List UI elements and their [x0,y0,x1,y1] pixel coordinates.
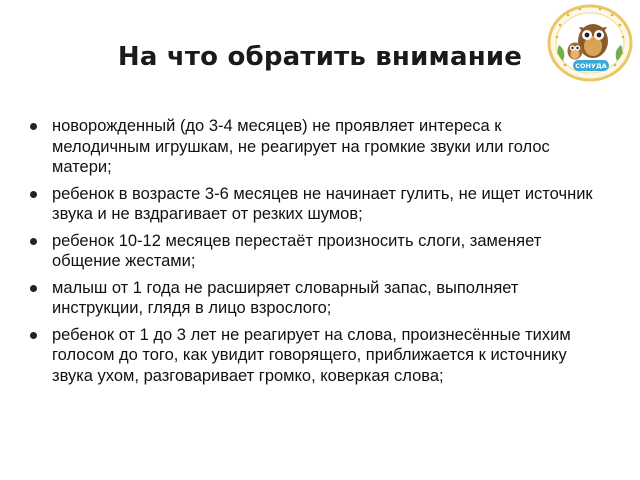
bullet-dot-icon [30,285,37,292]
list-item [28,278,603,319]
list-item-text: малыш от 1 года не расширяет словарный запас, выполняет инструкции, глядя в лицо взрослого; [52,278,519,317]
list-item-text: ребенок 10-12 месяцев перестаёт произносить слоги, заменяет общение жестами; [52,231,542,270]
logo-badge-text: СОНУДА [575,62,607,70]
bullet-dot-icon [30,238,37,245]
bullet-dot-icon [30,123,37,130]
bullet-list [28,116,603,392]
list-item-text: новорожденный (до 3-4 месяцев) не проявляет интереса к мелодичным игрушкам, не реагирует на громкие звуки или голос матери; [52,117,550,176]
list-item [28,325,603,387]
owl-logo-icon [545,3,635,83]
slide-title: На что обратить внимание [117,42,523,72]
list-item [28,231,603,272]
bullet-dot-icon [30,191,37,198]
bullet-dot-icon [30,332,37,339]
list-item [28,116,603,178]
list-item [28,184,603,225]
list-item-text: ребенок в возрасте 3-6 месяцев не начинает гулить, не ищет источник звука и не вздрагивает от резких шумов; [52,184,593,223]
list-item-text: ребенок от 1 до 3 лет не реагирует на слова, произнесённые тихим голосом до того, как увидит говорящего, приближается к источнику звука ухом, разговаривает громко, коверкая слова; [52,325,571,385]
